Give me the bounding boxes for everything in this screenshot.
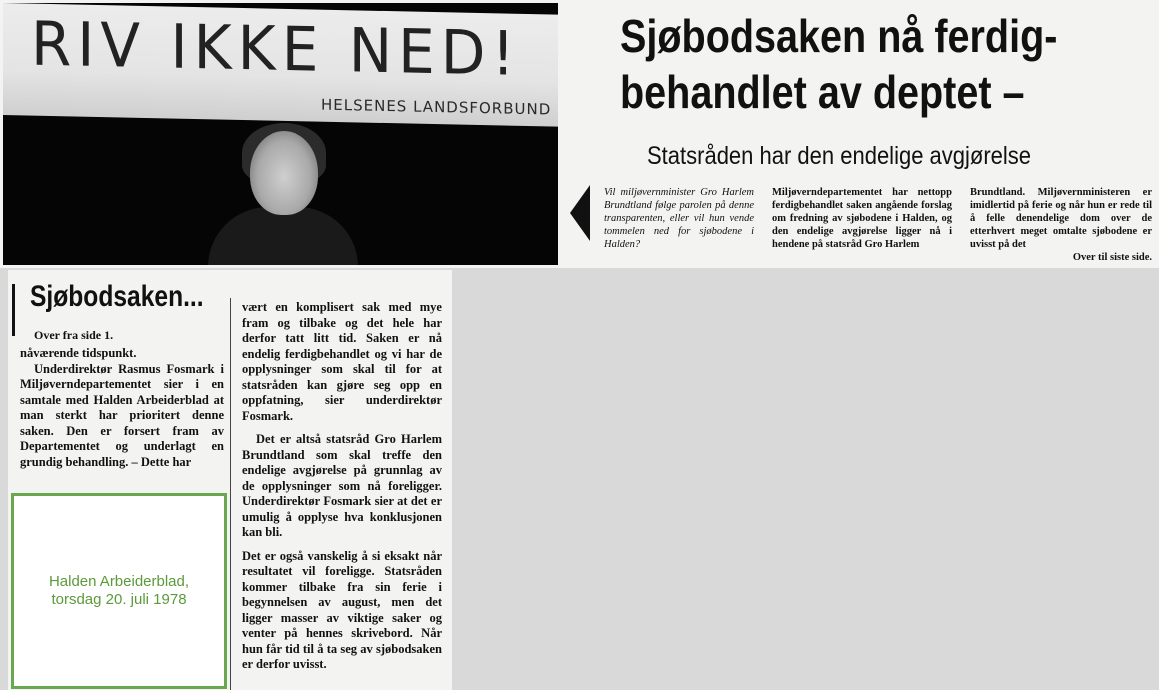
- continuation-right-column: [242, 300, 442, 681]
- person-head: [250, 131, 318, 215]
- paragraph: Det er også vanskelig å si eksakt når resultatet vil foreligge. Statsråden kommer tilbake fra sin ferie i begynnelsen av august, men det ligger masser av viktige saker og venter på hennes skrivebord. Når hun får tid til å ta seg av sjøbodsaken er derfor uvisst.: [242, 548, 442, 671]
- continuation-title: Sjøbodsaken...: [30, 280, 204, 313]
- paragraph: Underdirektør Rasmus Fosmark i Miljøverndepartementet sier i en samtale med Halden Arbeiderblad at man sterkt har prioritert denne saken. Den er forsert fram av Departementet og underlagt en grundig behandling. – Dette har: [20, 361, 224, 469]
- continued-note: Over til siste side.: [1072, 252, 1152, 263]
- continuation-left-column: [20, 346, 224, 478]
- source-note-line2: torsdag 20. juli 1978: [51, 591, 187, 608]
- banner-text: RIV IKKE NED!: [31, 7, 521, 90]
- photo-caption: Vil miljøvernminister Gro Harlem Brundtland følge parolen på denne transparenten, eller vil hun vende tommelen ned for sjøbodene i Halden?: [604, 187, 754, 250]
- arrow-left-icon: [570, 185, 590, 241]
- article-column-b-text: Brundtland. Miljøvernministeren er imidlertid på ferie og når hun er rede til å felle denendelige dom over de etterhvert meget omtalte sjøbodene er uvisst på det: [970, 187, 1152, 250]
- paragraph: nåværende tidspunkt.: [20, 346, 137, 360]
- photo-banner-with-woman: [3, 3, 558, 265]
- column-divider: [230, 298, 231, 690]
- paragraph: vært en komplisert sak med mye fram og tilbake og det hele har derfor tatt litt tid. Saken er nå endelig ferdigbehandlet og vi har de opplysninger som skal til for at statsråden kan gjøre seg opp en oppfatning, sier underdirektør Fosmark.: [242, 300, 442, 423]
- article-subheadline: Statsråden har den endelige avgjørelse: [647, 142, 1032, 170]
- person-body: [208, 207, 358, 265]
- article-column-a: Miljøverndepartementet har nettopp ferdigbehandlet saken angående forslag om fredning av sjøbodene i Halden, og den endelige avgjørelse ligger nå i hendene på statsråd Gro Harlem: [772, 187, 952, 250]
- paragraph: Det er altså statsråd Gro Harlem Brundtland som skal treffe den endelige avgjørelse på grunnlag av de opplysninger som nå foreligger. Underdirektør Fosmark sier at det er umulig å opplyse hva konklusjonen kan bli.: [242, 432, 442, 539]
- protest-banner: [3, 3, 558, 127]
- article-headline: Sjøbodsaken nå ferdig- behandlet av deptet –: [620, 10, 1058, 118]
- top-article: [562, 0, 1159, 268]
- from-page-note: Over fra side 1.: [34, 328, 114, 342]
- title-rule: [12, 284, 15, 336]
- woman-figure: [208, 121, 358, 265]
- source-note-line1: Halden Arbeiderblad,: [48, 573, 190, 590]
- article-column-b: [970, 186, 1152, 264]
- top-clipping: [0, 0, 1159, 268]
- banner-subtext: HELSENES LANDSFORBUND: [321, 95, 552, 119]
- source-note-box: [11, 493, 227, 689]
